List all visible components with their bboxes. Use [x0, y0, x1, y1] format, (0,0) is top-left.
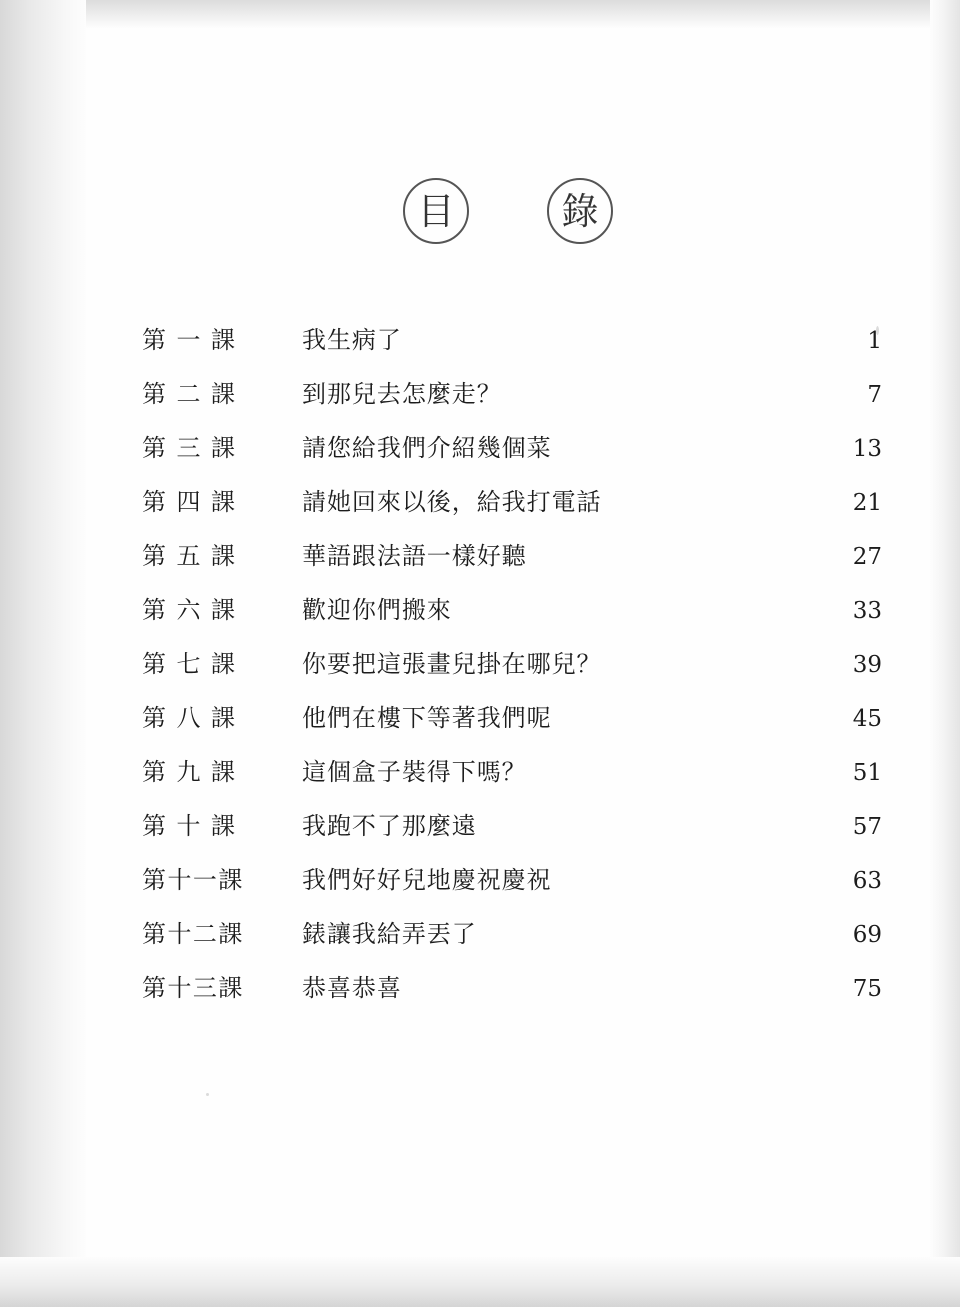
- lesson-title: 我們好好兒地慶祝慶祝: [302, 866, 552, 894]
- lesson-title: 他們在樓下等著我們呢: [302, 704, 552, 732]
- lesson-page-number: 51: [852, 760, 882, 786]
- lesson-title: 我生病了: [302, 326, 402, 354]
- scan-speck: [206, 1093, 209, 1096]
- page-edge-left: [0, 0, 86, 1307]
- page-edge-top: [0, 0, 960, 28]
- lesson-number: 第 九 課: [142, 758, 237, 786]
- lesson-page-number: 57: [852, 814, 882, 840]
- lesson-number: 第 二 課: [142, 380, 237, 408]
- lesson-title: 錶讓我給弄丟了: [302, 920, 477, 948]
- lesson-title: 你要把這張畫兒掛在哪兒？: [302, 650, 602, 678]
- toc-entry: [142, 806, 882, 860]
- lesson-number: 第十一課: [142, 866, 244, 894]
- lesson-title: 請她回來以後，給我打電話: [302, 488, 602, 516]
- toc-entry: [142, 752, 882, 806]
- lesson-title: 到那兒去怎麼走？: [302, 380, 502, 408]
- lesson-page-number: 1: [867, 328, 882, 354]
- page-content-area: [86, 28, 930, 1257]
- toc-entry: [142, 644, 882, 698]
- lesson-title: 歡迎你們搬來: [302, 596, 452, 624]
- lesson-page-number: 75: [852, 976, 882, 1002]
- lesson-number: 第 三 課: [142, 434, 237, 462]
- toc-entry: [142, 428, 882, 482]
- lesson-title: 恭喜恭喜: [302, 974, 402, 1002]
- lesson-number: 第 七 課: [142, 650, 237, 678]
- lesson-number: 第 四 課: [142, 488, 237, 516]
- lesson-page-number: 69: [852, 922, 882, 948]
- lesson-number: 第 八 課: [142, 704, 237, 732]
- page-title: [86, 178, 930, 244]
- title-char-mu: 目: [403, 178, 469, 244]
- lesson-page-number: 33: [852, 598, 882, 624]
- toc-entry: [142, 590, 882, 644]
- lesson-page-number: 27: [852, 544, 882, 570]
- lesson-number: 第 六 課: [142, 596, 237, 624]
- lesson-page-number: 39: [852, 652, 882, 678]
- toc-entry: [142, 536, 882, 590]
- lesson-number: 第十二課: [142, 920, 244, 948]
- lesson-page-number: 63: [852, 868, 882, 894]
- lesson-page-number: 7: [867, 382, 882, 408]
- toc-entry: [142, 914, 882, 968]
- lesson-page-number: 45: [852, 706, 882, 732]
- lesson-page-number: 21: [852, 490, 882, 516]
- lesson-number: 第十三課: [142, 974, 244, 1002]
- lesson-title: 這個盒子裝得下嗎？: [302, 758, 527, 786]
- lesson-number: 第 一 課: [142, 326, 237, 354]
- lesson-title: 請您給我們介紹幾個菜: [302, 434, 552, 462]
- lesson-number: 第 五 課: [142, 542, 237, 570]
- page-edge-bottom: [0, 1257, 960, 1307]
- lesson-title: 我跑不了那麼遠: [302, 812, 477, 840]
- toc-entry: [142, 968, 882, 1022]
- title-char-lu: 錄: [547, 178, 613, 244]
- toc-entry: [142, 698, 882, 752]
- lesson-title: 華語跟法語一樣好聽: [302, 542, 527, 570]
- toc-entry: [142, 860, 882, 914]
- lesson-page-number: 13: [852, 436, 882, 462]
- page-edge-right: [930, 0, 960, 1307]
- lesson-number: 第 十 課: [142, 812, 237, 840]
- toc-entry: [142, 320, 882, 374]
- table-of-contents: [142, 320, 882, 1022]
- toc-entry: [142, 482, 882, 536]
- toc-entry: [142, 374, 882, 428]
